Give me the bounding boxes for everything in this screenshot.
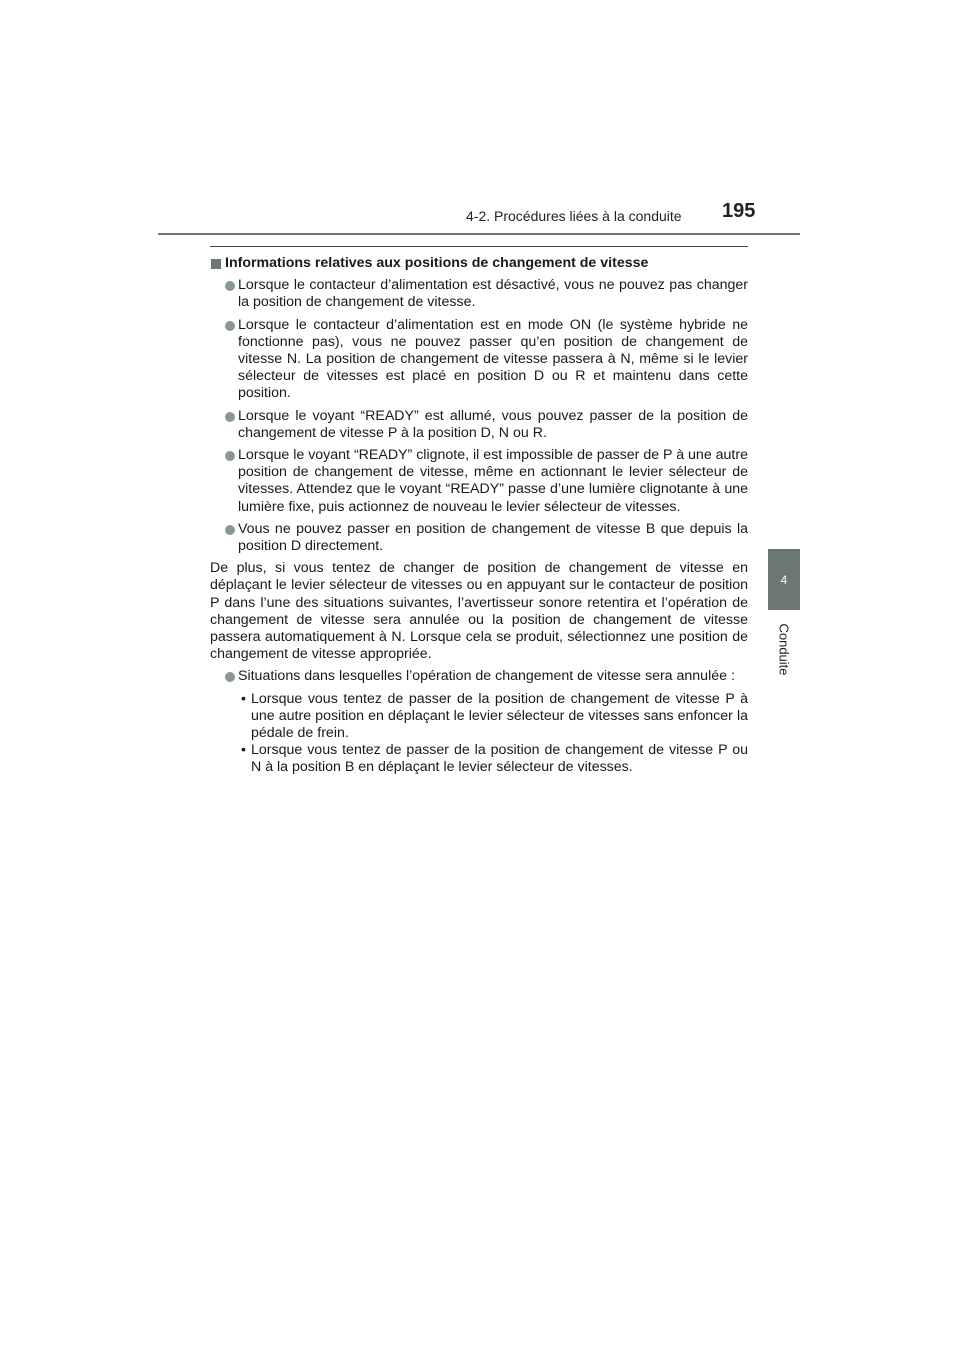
section-heading — [210, 255, 748, 272]
situation-text: Lorsque vous tentez de passer de la position de changement de vitesse P à une autre position en déplaçant le levier sélecteur de vitesses sans enfoncer la pédale de frein. — [251, 690, 748, 742]
bullet-item — [210, 521, 748, 555]
square-bullet-icon — [211, 259, 221, 269]
chapter-tab — [768, 549, 800, 610]
bullet-item — [210, 447, 748, 516]
chapter-label-container — [752, 620, 816, 678]
bullet-text: Situations dans lesquelles l’opération de changement de vitesse sera annulée : — [238, 668, 735, 685]
bullet-text: Lorsque le voyant “READY” clignote, il est impossible de passer de P à une autre position de changement de vitesse, même en actionnant le levier sélecteur de vitesses. Attendez que le voyant “READY” passe d’une lumière clignotante à une lumière fixe, puis actionnez de nouveau le levier sélecteur de vitesses. — [238, 447, 748, 515]
dash-bullet: • — [241, 690, 246, 707]
content-body — [210, 255, 748, 777]
bullet-text: Lorsque le contacteur d’alimentation est désactivé, vous ne pouvez pas changer la position de changement de vitesse. — [238, 277, 748, 311]
circle-bullet-icon — [225, 321, 235, 331]
bullet-text: Lorsque le voyant “READY” est allumé, vous pouvez passer de la position de changement de vitesse P à la position D, N ou R. — [238, 407, 748, 441]
circle-bullet-icon — [225, 525, 235, 535]
circle-bullet-icon — [225, 281, 235, 291]
bullet-item — [210, 668, 748, 685]
bullet-text: Vous ne pouvez passer en position de changement de vitesse B que depuis la position D directement. — [238, 520, 748, 555]
bullet-item — [210, 317, 748, 403]
situation-item — [210, 691, 748, 743]
section-heading-text: Informations relatives aux positions de changement de vitesse — [225, 255, 649, 271]
bullet-item — [210, 277, 748, 311]
chapter-number: 4 — [780, 572, 788, 587]
dash-bullet: • — [241, 742, 246, 759]
circle-bullet-icon — [225, 412, 235, 422]
page-number: 195 — [722, 200, 756, 222]
circle-bullet-icon — [225, 451, 235, 461]
chapter-label: Conduite — [776, 622, 792, 676]
situation-item — [210, 742, 748, 776]
bullet-text: Lorsque le contacteur d’alimentation est en mode ON (le système hybride ne fonctionne pas), vous ne pouvez passer qu’en position de changement de vitesse N. La position de changement de vitesse passera à N, même si le levier sélecteur de vitesses est placé en position D ou R et maintenu dans cette position. — [238, 316, 748, 402]
bullet-item — [210, 408, 748, 442]
circle-bullet-icon — [225, 672, 235, 682]
content-divider — [210, 246, 748, 247]
body-paragraph: De plus, si vous tentez de changer de position de changement de vitesse en déplaçant le levier sélecteur de vitesses ou en appuyant sur le contacteur de position P dans l’une des situations suivantes, l’avertisseur sonore retentira et l’opération de changement de vitesse sera annulée ou la position de changement de vitesse passera automatiquement à N. Lorsque cela se produit, sélectionnez une position de changement de vitesse appropriée. — [210, 560, 748, 663]
situation-text: Lorsque vous tentez de passer de la position de changement de vitesse P ou N à la position B en déplaçant le levier sélecteur de vitesses. — [251, 742, 748, 776]
header-divider — [158, 233, 800, 235]
section-title: 4-2. Procédures liées à la conduite — [466, 208, 682, 224]
